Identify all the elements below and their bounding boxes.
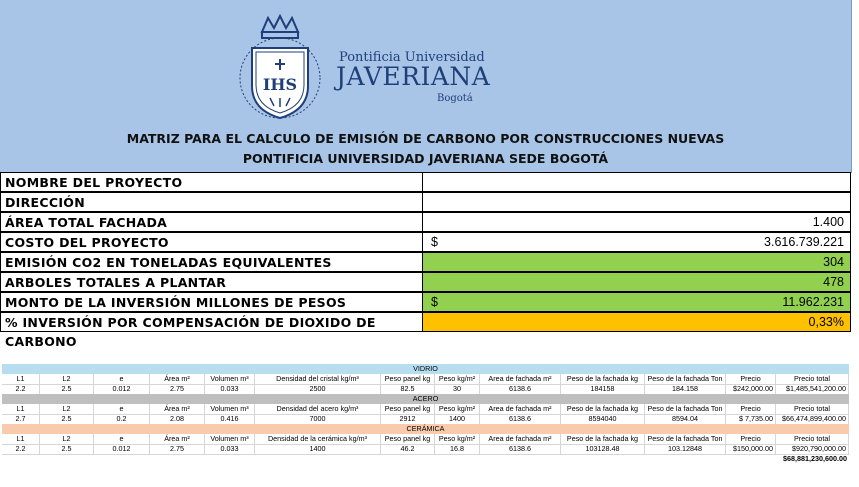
university-name-line1: Pontificia Universidad xyxy=(339,50,485,65)
column-header: L1 xyxy=(2,404,40,414)
project-row xyxy=(0,212,851,232)
table-cell[interactable]: 2.5 xyxy=(40,414,94,424)
section-name: CERÁMICA xyxy=(406,424,445,433)
table-cell[interactable]: 8594040 xyxy=(561,414,645,424)
project-row-value-cell[interactable] xyxy=(422,312,851,332)
column-header: Peso de la fachada Ton xyxy=(645,374,726,384)
table-cell[interactable]: 2.5 xyxy=(40,384,94,394)
table-cell[interactable]: 2500 xyxy=(255,384,381,394)
project-row xyxy=(0,192,851,212)
project-row xyxy=(0,312,851,349)
table-cell[interactable]: 0.012 xyxy=(94,444,150,454)
project-row-value: 478 xyxy=(823,275,844,289)
table-cell[interactable]: 103128.48 xyxy=(561,444,645,454)
currency-symbol: $ xyxy=(431,295,438,309)
project-row-label: NOMBRE DEL PROYECTO xyxy=(0,172,423,192)
project-row-label: MONTO DE LA INVERSIÓN MILLONES DE PESOS xyxy=(0,292,423,312)
university-city: Bogotá xyxy=(437,93,473,104)
project-row-label: COSTO DEL PROYECTO xyxy=(0,232,423,252)
table-cell[interactable]: $1,485,541,200.00 xyxy=(776,384,849,394)
project-row-label: DIRECCIÓN xyxy=(0,192,423,212)
column-header: Peso de la fachada kg xyxy=(561,404,645,414)
column-header: Precio xyxy=(726,374,776,384)
table-cell[interactable]: 82.5 xyxy=(381,384,435,394)
section-header xyxy=(2,394,849,404)
column-header: Precio total xyxy=(776,404,849,414)
project-row-value-cell[interactable] xyxy=(422,272,851,292)
table-cell[interactable]: 0.416 xyxy=(205,414,255,424)
column-header: Precio total xyxy=(776,434,849,444)
table-cell[interactable]: 2.2 xyxy=(2,384,40,394)
column-header: Área m² xyxy=(150,374,205,384)
header-banner xyxy=(0,0,852,173)
project-row-label: EMISIÓN CO2 EN TONELADAS EQUIVALENTES xyxy=(0,252,423,272)
matrix-title: MATRIZ PARA EL CALCULO DE EMISIÓN DE CARBONO POR CONSTRUCCIONES NUEVAS xyxy=(126,131,725,146)
section-header xyxy=(2,424,849,434)
project-row-value: 11.962.231 xyxy=(782,295,844,309)
table-cell[interactable]: 2.75 xyxy=(150,444,205,454)
column-header: L2 xyxy=(40,404,94,414)
table-cell[interactable]: 2.75 xyxy=(150,384,205,394)
table-cell[interactable]: 2.08 xyxy=(150,414,205,424)
grand-total-row xyxy=(2,454,849,464)
project-row-value: 304 xyxy=(823,255,844,269)
column-header: L1 xyxy=(2,374,40,384)
table-cell[interactable]: 184.158 xyxy=(645,384,726,394)
project-row-value: 3.616.739.221 xyxy=(764,235,844,249)
table-cell[interactable]: 103.12848 xyxy=(645,444,726,454)
table-cell[interactable]: 7000 xyxy=(255,414,381,424)
project-row-label: % INVERSIÓN POR COMPENSACIÓN DE DIOXIDO DE CARBONO xyxy=(0,312,423,332)
table-cell[interactable]: 0.033 xyxy=(205,444,255,454)
university-name-line2: JAVERIANA xyxy=(336,62,491,91)
column-header: L2 xyxy=(40,434,94,444)
table-cell[interactable]: 2.5 xyxy=(40,444,94,454)
table-cell[interactable]: 0.033 xyxy=(205,384,255,394)
section-name: ACERO xyxy=(412,394,439,403)
column-header: Volumen m³ xyxy=(205,374,255,384)
project-row-value: 0,33% xyxy=(808,315,844,329)
table-cell[interactable]: $242,000.00 xyxy=(726,384,776,394)
column-header: Peso panel kg xyxy=(381,374,435,384)
currency-symbol: $ xyxy=(431,235,438,249)
matrix-subtitle: PONTIFICIA UNIVERSIDAD JAVERIANA SEDE BOGOTÁ xyxy=(242,151,609,166)
column-header: Volumen m³ xyxy=(205,404,255,414)
table-cell[interactable]: 30 xyxy=(435,384,480,394)
column-header: e xyxy=(94,434,150,444)
university-crest-icon xyxy=(232,14,328,122)
column-header: Peso kg/m² xyxy=(435,404,480,414)
table-cell[interactable]: 8594.04 xyxy=(645,414,726,424)
column-header: Volumen m³ xyxy=(205,434,255,444)
table-cell[interactable]: 0.012 xyxy=(94,384,150,394)
column-header: L1 xyxy=(2,434,40,444)
project-row-value-cell[interactable] xyxy=(422,252,851,272)
table-cell[interactable]: 2.7 xyxy=(2,414,40,424)
table-cell[interactable]: 6138.6 xyxy=(480,384,561,394)
project-row-value-cell[interactable] xyxy=(422,192,851,212)
column-header: Peso de la fachada kg xyxy=(561,434,645,444)
column-header: Peso panel kg xyxy=(381,404,435,414)
table-cell[interactable]: 0.2 xyxy=(94,414,150,424)
table-cell[interactable]: $920,790,000.00 xyxy=(776,444,849,454)
project-row xyxy=(0,232,851,252)
table-cell[interactable]: 2.2 xyxy=(2,444,40,454)
table-cell[interactable]: 1400 xyxy=(255,444,381,454)
column-header: Peso panel kg xyxy=(381,434,435,444)
column-header: Peso kg/m² xyxy=(435,434,480,444)
section-name: VIDRIO xyxy=(413,364,438,373)
column-header: Peso de la fachada Ton xyxy=(645,434,726,444)
column-header: L2 xyxy=(40,374,94,384)
table-cell[interactable]: 6138.6 xyxy=(480,414,561,424)
column-header: Área m² xyxy=(150,434,205,444)
column-header: Densidad de la cerámica kg/m³ xyxy=(255,434,381,444)
project-row-value-cell[interactable] xyxy=(422,292,851,312)
table-cell[interactable]: $150,000.00 xyxy=(726,444,776,454)
column-header: Precio xyxy=(726,434,776,444)
column-header: Peso de la fachada Ton xyxy=(645,404,726,414)
project-row xyxy=(0,272,851,292)
grand-total-value[interactable]: $68,881,230,600.00 xyxy=(783,454,847,463)
table-cell[interactable]: 184158 xyxy=(561,384,645,394)
project-row xyxy=(0,172,851,192)
column-header: Peso de la fachada kg xyxy=(561,374,645,384)
column-header: Area de fachada m² xyxy=(480,374,561,384)
project-row-value-cell[interactable] xyxy=(422,232,851,252)
column-header: Area de fachada m² xyxy=(480,434,561,444)
project-row-value-cell[interactable] xyxy=(422,172,851,192)
column-header: Densidad del cristal kg/m³ xyxy=(255,374,381,384)
table-cell[interactable]: 1400 xyxy=(435,414,480,424)
project-row xyxy=(0,252,851,272)
table-cell[interactable]: $ 7,735.00 xyxy=(726,414,776,424)
crest-monogram: IHS xyxy=(262,75,298,94)
table-cell[interactable]: $66,474,899,400.00 xyxy=(776,414,849,424)
column-header: Densidad del acero kg/m³ xyxy=(255,404,381,414)
project-row-label: ÁREA TOTAL FACHADA xyxy=(0,212,423,232)
project-row-value-cell[interactable] xyxy=(422,212,851,232)
column-header: e xyxy=(94,374,150,384)
column-header: Precio total xyxy=(776,374,849,384)
table-cell[interactable]: 2912 xyxy=(381,414,435,424)
column-header: Precio xyxy=(726,404,776,414)
project-row-label: ARBOLES TOTALES A PLANTAR xyxy=(0,272,423,292)
column-header: Área m² xyxy=(150,404,205,414)
project-row-value: 1.400 xyxy=(812,215,844,229)
table-cell[interactable]: 16.8 xyxy=(435,444,480,454)
column-header: Area de fachada m² xyxy=(480,404,561,414)
table-cell[interactable]: 46.2 xyxy=(381,444,435,454)
column-header: e xyxy=(94,404,150,414)
column-header: Peso kg/m² xyxy=(435,374,480,384)
table-cell[interactable]: 6138.6 xyxy=(480,444,561,454)
section-header xyxy=(2,364,849,374)
project-row xyxy=(0,292,851,312)
